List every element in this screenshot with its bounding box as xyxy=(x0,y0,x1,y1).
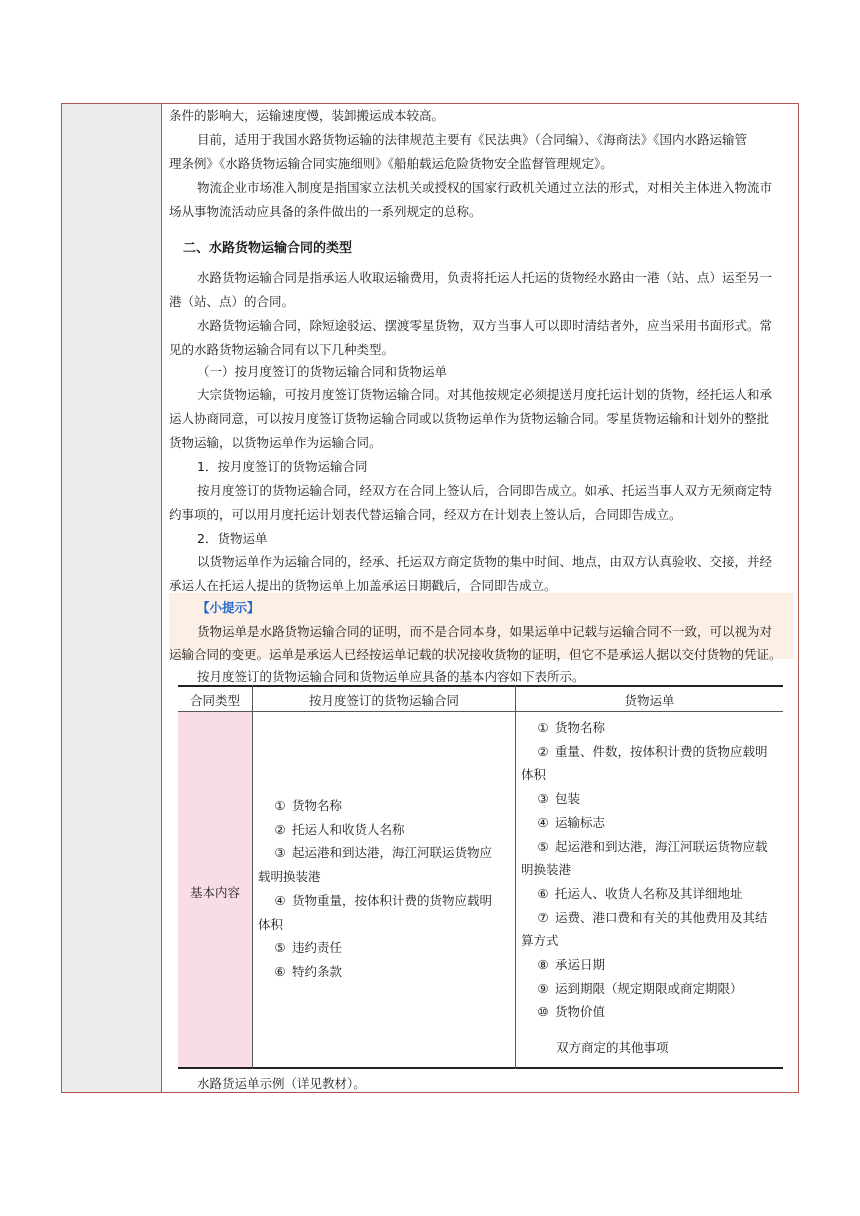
content-frame xyxy=(61,103,799,1093)
paragraph-line: 大宗货物运输，可按月度签订货物运输合同。对其他按规定必须提送月度托运计划的货物，经托运人和承 xyxy=(197,387,773,402)
item-number: ⑥ xyxy=(274,963,286,979)
item-text: 货物名称 xyxy=(292,798,343,813)
list-item xyxy=(533,813,605,831)
item-text: 运到期限（规定期限或商定期限） xyxy=(555,980,743,996)
item-text: 起运港和到达港，海江河联运货物应载 xyxy=(555,838,768,854)
item-number: ⑩ xyxy=(537,1004,549,1020)
subheading: 1．按月度签订的货物运输合同 xyxy=(197,459,368,474)
table-header-rule xyxy=(178,711,783,712)
list-item xyxy=(533,908,768,926)
list-item xyxy=(533,789,580,807)
table-divider xyxy=(515,685,516,1069)
paragraph-line: 按月度签订的货物运输合同，经双方在合同上签认后，合同即告成立。如承、托运当事人双方无须商定特 xyxy=(197,483,773,498)
item-number: ④ xyxy=(274,892,286,908)
list-item xyxy=(533,884,743,902)
paragraph-line: 以货物运单作为运输合同的，经承、托运双方商定货物的集中时间、地点，由双方认真验收、交接，并经 xyxy=(197,554,773,569)
waybill-extra-item: 双方商定的其他事项 xyxy=(556,1040,669,1055)
item-text: 运输标志 xyxy=(555,814,606,830)
item-number: ⑧ xyxy=(537,957,549,972)
item-text: 承运日期 xyxy=(555,957,606,972)
paragraph-line: 见的水路货物运输合同有以下几种类型。 xyxy=(169,342,395,357)
footer-line: 水路货运单示例（详见教材）。 xyxy=(197,1076,366,1091)
list-item xyxy=(270,891,492,909)
item-number: ⑨ xyxy=(537,980,549,996)
table-divider xyxy=(252,685,253,1069)
item-text: 托运人、收货人名称及其详细地址 xyxy=(555,885,743,901)
item-number: ⑦ xyxy=(537,909,549,925)
item-text: 违约责任 xyxy=(292,940,343,956)
list-item-continuation: 明换装港 xyxy=(521,862,572,878)
subheading: 2．货物运单 xyxy=(197,531,268,546)
item-text: 运费、港口费和有关的其他费用及其结 xyxy=(555,909,768,925)
list-item xyxy=(533,1002,605,1020)
list-item xyxy=(270,938,342,956)
item-number: ② xyxy=(537,743,549,759)
paragraph-line: 港（站、点）的合同。 xyxy=(169,294,295,309)
list-item xyxy=(533,742,768,760)
tip-line: 运输合同的变更。运单是承运人已经按运单记载的状况接收货物的证明，但它不是承运人据以交付货物的凭证。 xyxy=(169,647,782,662)
list-item xyxy=(270,962,342,980)
table-intro: 按月度签订的货物运输合同和货物运单应具备的基本内容如下表所示。 xyxy=(197,669,585,684)
item-number: ② xyxy=(274,821,286,837)
paragraph-line: 约事项的，可以用月度托运计划表代替运输合同，经双方在计划表上签认后，合同即告成立。 xyxy=(169,507,682,522)
paragraph-line: 水路货物运输合同，除短途驳运、摆渡零星货物，双方当事人可以即时清结者外，应当采用书面形式。常 xyxy=(197,318,773,333)
item-number: ⑤ xyxy=(274,940,286,956)
header-waybill: 货物运单 xyxy=(624,693,675,708)
list-item xyxy=(270,796,342,814)
list-item xyxy=(533,955,605,973)
paragraph-line: 场从事物流活动应具备的条件做出的一系列规定的总称。 xyxy=(169,204,482,219)
item-text: 托运人和收货人名称 xyxy=(292,821,405,837)
item-text: 包装 xyxy=(555,791,581,807)
table-bottom-rule xyxy=(178,1067,783,1069)
item-text: 重量、件数，按体积计费的货物应载明 xyxy=(555,743,768,759)
item-number: ③ xyxy=(274,845,286,861)
list-item xyxy=(533,979,743,997)
item-number: ⑤ xyxy=(537,838,549,854)
list-item-continuation: 体积 xyxy=(521,767,547,783)
item-number: ① xyxy=(537,720,549,735)
paragraph-line: 目前，适用于我国水路货物运输的法律规范主要有《民法典》（合同编）、《海商法》《国内水路运输管 xyxy=(197,132,748,147)
paragraph-line: 条件的影响大，运输速度慢，装卸搬运成本较高。 xyxy=(169,108,445,123)
paragraph-line: 运人协商同意，可以按月度签订货物运输合同或以货物运单作为货物运输合同。零星货物运输和计划外的整批 xyxy=(169,411,770,426)
list-item xyxy=(533,837,768,855)
list-item-continuation: 算方式 xyxy=(521,933,559,949)
left-column xyxy=(62,104,162,1092)
content-table xyxy=(178,685,783,1069)
item-number: ① xyxy=(274,798,286,813)
item-text: 特约条款 xyxy=(292,963,343,979)
item-text: 起运港和到达港，海江河联运货物应 xyxy=(292,845,493,861)
list-item xyxy=(270,820,405,838)
paragraph-line: 水路货物运输合同是指承运人收取运输费用，负责将托运人托运的货物经水路由一港（站、点）运至另一 xyxy=(197,270,773,285)
row-label: 基本内容 xyxy=(189,885,240,900)
list-item-continuation: 载明换装港 xyxy=(258,869,321,885)
header-type: 合同类型 xyxy=(189,693,240,708)
list-item-continuation: 体积 xyxy=(258,916,284,932)
paragraph-line: 理条例》《水路货物运输合同实施细则》《船舶载运危险货物安全监督管理规定》。 xyxy=(169,156,613,171)
tip-line: 货物运单是水路货物运输合同的证明，而不是合同本身，如果运单中记载与运输合同不一致，可以视为对 xyxy=(197,624,773,639)
item-text: 货物名称 xyxy=(555,720,606,735)
list-item xyxy=(533,718,605,736)
subheading: （一）按月度签订的货物运输合同和货物运单 xyxy=(197,364,448,379)
item-text: 货物重量，按体积计费的货物应载明 xyxy=(292,892,493,908)
tip-label: 【小提示】 xyxy=(197,600,260,615)
paragraph-line: 货物运输，以货物运单作为运输合同。 xyxy=(169,435,382,450)
section-heading: 二、水路货物运输合同的类型 xyxy=(183,241,353,256)
item-text: 货物价值 xyxy=(555,1004,606,1020)
item-number: ④ xyxy=(537,814,549,830)
item-number: ③ xyxy=(537,791,549,807)
paragraph-line: 物流企业市场准入制度是指国家立法机关或授权的国家行政机关通过立法的形式，对相关主体进入物流市 xyxy=(197,180,773,195)
list-item xyxy=(270,843,492,861)
header-monthly-contract: 按月度签订的货物运输合同 xyxy=(308,693,459,708)
item-number: ⑥ xyxy=(537,885,549,901)
paragraph-line: 承运人在托运人提出的货物运单上加盖承运日期戳后，合同即告成立。 xyxy=(169,578,557,593)
table-top-rule xyxy=(178,685,783,687)
